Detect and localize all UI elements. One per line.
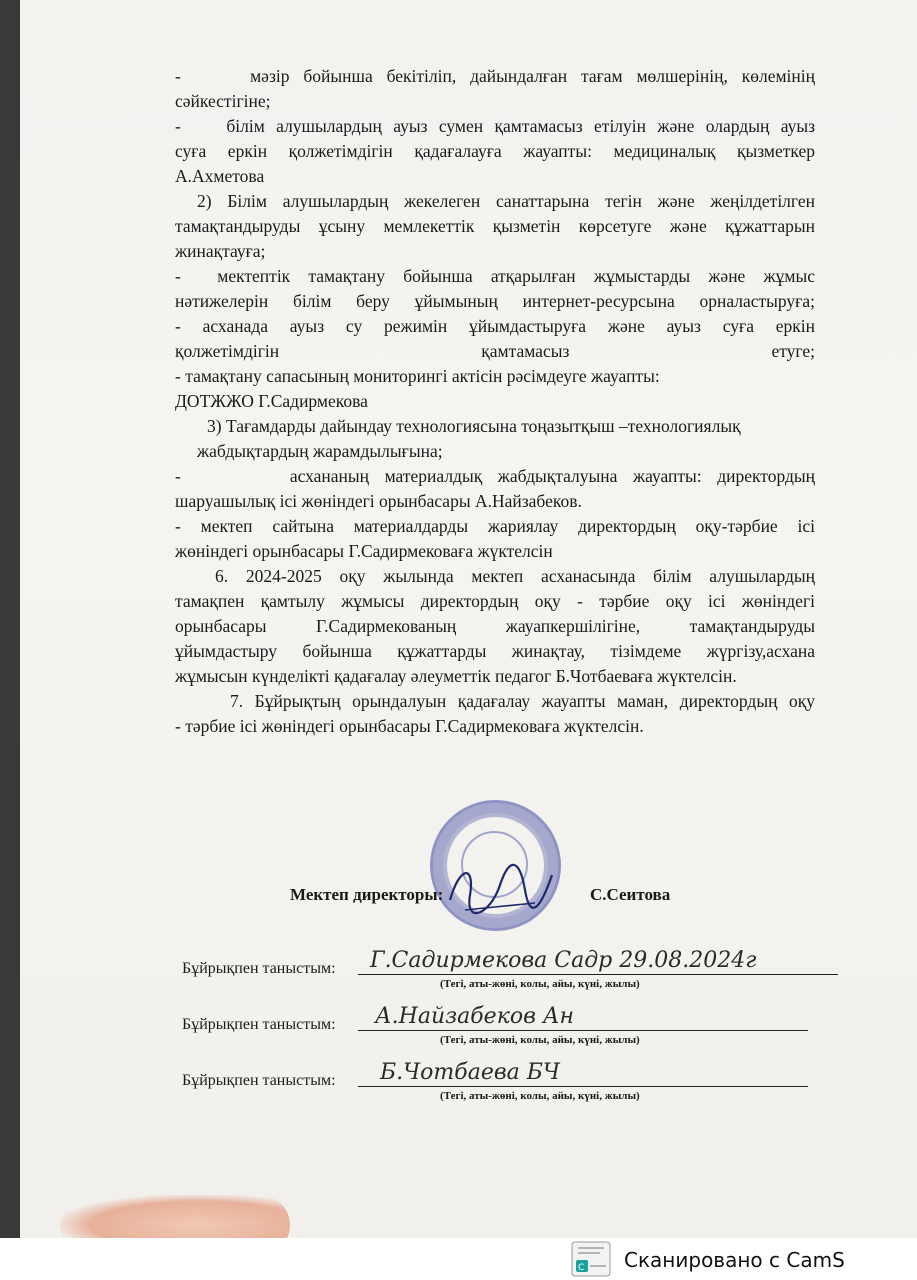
text-line: нәтижелерін білім беру ұйымының интернет-ресурсына орналастыруға; — [175, 291, 815, 311]
text-line: - асхананың материалдық жабдықталуына жауапты: директордың — [175, 466, 815, 486]
acknowledgement-underline — [358, 974, 838, 975]
svg-text:C: C — [578, 1263, 585, 1273]
text-line: 6. 2024-2025 оқу жылында мектеп асханасында білім алушылардың — [215, 566, 815, 586]
text-line: тамақпен қамтылу жұмысы директордың оқу - тәрбие оқу ісі жөніндегі — [175, 591, 815, 611]
window-frame-edge — [0, 0, 22, 1280]
acknowledgement-note: (Тегі, аты-жөні, колы, айы, күні, жылы) — [440, 1090, 640, 1102]
text-line: А.Ахметова — [175, 166, 265, 186]
acknowledgement-note: (Тегі, аты-жөні, колы, айы, күні, жылы) — [440, 978, 640, 990]
text-line: сәйкестігіне; — [175, 91, 271, 111]
text-line: - мәзір бойынша бекітіліп, дайындалған тағам мөлшерінің, көлемінің — [175, 66, 815, 86]
director-signature-scribble — [440, 855, 560, 925]
text-line: - мектептік тамақтану бойынша атқарылған жұмыстарды және жұмыс — [175, 266, 815, 286]
acknowledgement-handwriting: Г.Садирмекова Садр 29.08.2024г — [370, 948, 757, 973]
acknowledgement-underline — [358, 1086, 808, 1087]
acknowledgement-handwriting: А.Найзабеков Ан — [375, 1004, 575, 1029]
acknowledgement-handwriting: Б.Чотбаева БЧ — [380, 1060, 560, 1085]
text-line: қолжетімдігін қамтамасыз етуге; — [175, 341, 815, 361]
acknowledgement-label: Бұйрықпен таныстым: — [182, 1072, 336, 1089]
acknowledgement-note: (Тегі, аты-жөні, колы, айы, күні, жылы) — [440, 1034, 640, 1046]
text-line: - білім алушылардың ауыз сумен қамтамасыз етілуін және олардың ауыз — [175, 116, 815, 136]
text-line: жөніндегі орынбасары Г.Садирмековаға жүктелсін — [175, 541, 553, 561]
text-line: шаруашылық ісі жөніндегі орынбасары А.Найзабеков. — [175, 491, 582, 511]
text-line: 2) Білім алушылардың жекелеген санаттарына тегін және жеңілдетілген — [197, 191, 815, 211]
text-line: жинақтауға; — [175, 241, 266, 261]
text-line: - асханада ауыз су режимін ұйымдастыруға және ауыз суға еркін — [175, 316, 815, 336]
acknowledgement-underline — [358, 1030, 808, 1031]
director-name: С.Сеитова — [590, 885, 671, 904]
text-line: - мектеп сайтына материалдарды жариялау директордың оқу-тәрбие ісі — [175, 516, 815, 536]
text-line: - тамақтану сапасының мониторингі актісін рәсімдеуге жауапты: — [175, 366, 660, 386]
text-line: орынбасары Г.Садирмекованың жауапкершілігіне, тамақтандыруды — [175, 616, 815, 636]
camscanner-logo-icon — [566, 1240, 616, 1278]
text-line: - тәрбие ісі жөніндегі орынбасары Г.Садирмековаға жүктелсін. — [175, 716, 644, 736]
text-line: ұйымдастыру бойынша құжаттарды жинақтау, тізімдеме жүргізу,асхана — [175, 641, 815, 661]
text-line: жұмысын күнделікті қадағалау әлеуметтік педагог Б.Чотбаеваға жүктелсін. — [175, 666, 737, 686]
director-title: Мектеп директоры: — [290, 885, 444, 904]
acknowledgement-label: Бұйрықпен таныстым: — [182, 960, 336, 977]
text-line: суға еркін қолжетімдігін қадағалауға жауапты: медициналық қызметкер — [175, 141, 815, 161]
text-line: тамақтандыруды ұсыну мемлекеттік қызметін көрсетуге және құжаттарын — [175, 216, 815, 236]
text-line: 3) Тағамдарды дайындау технологиясына тоңазытқыш –технологиялық — [207, 416, 741, 436]
text-line: жабдықтардың жарамдылығына; — [197, 441, 443, 461]
text-line: ДОТЖЖО Г.Садирмекова — [175, 391, 368, 411]
text-line: 7. Бұйрықтың орындалуын қадағалау жауапты маман, директордың оқу — [230, 691, 815, 711]
finger-photo-artifact — [60, 1195, 290, 1238]
order-body-text — [175, 64, 815, 739]
acknowledgement-label: Бұйрықпен таныстым: — [182, 1016, 336, 1033]
scanner-caption: Сканировано с CamS — [624, 1248, 845, 1272]
